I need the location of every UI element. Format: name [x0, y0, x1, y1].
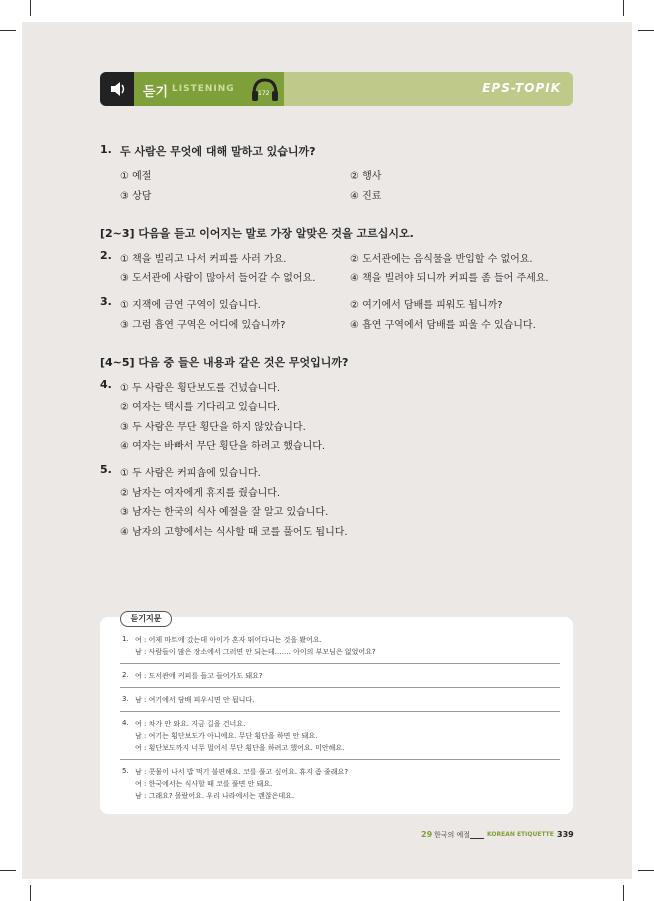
question-number: 2. — [100, 249, 112, 262]
crop-mark — [623, 885, 624, 901]
option: ④ 남자의 고향에서는 식사할 때 코를 풀어도 됩니다. — [120, 527, 348, 538]
script-line: 여 : 어제 마트에 갔는데 아이가 혼자 뛰어다니는 것을 봤어요. — [135, 636, 322, 644]
script-divider — [120, 663, 560, 664]
script-item-number: 2. — [122, 671, 129, 679]
script-divider — [120, 687, 560, 688]
script-item-number: 5. — [122, 767, 129, 775]
script-line: 남 : 그래요? 몰랐어요. 우리 나라에서는 괜찮은데요. — [135, 792, 295, 800]
section-heading: [4~5] 다음 중 들은 내용과 같은 것은 무엇입니까? — [100, 356, 349, 369]
option: ② 행사 — [350, 171, 382, 182]
script-divider — [120, 759, 560, 760]
chapter-number: 29 — [421, 830, 433, 839]
page-number: 339 — [557, 830, 574, 839]
crop-mark — [30, 885, 31, 901]
option: ③ 남자는 한국의 식사 예절을 잘 알고 있습니다. — [120, 507, 329, 518]
script-line: 여 : 한국에서는 식사할 때 코를 풀면 안 돼요. — [135, 780, 273, 788]
script-tag: 듣기지문 — [120, 611, 172, 627]
option: ② 여자는 택시를 기다리고 있습니다. — [120, 402, 281, 413]
speaker-box — [100, 72, 134, 106]
option: ① 책을 빌리고 나서 커피를 사러 가요. — [120, 254, 287, 265]
script-line: 남 : 콧물이 나서 밥 먹기 불편해요. 코를 풀고 싶어요. 휴지 좀 줄래요? — [135, 768, 349, 776]
option: ④ 흡연 구역에서 담배를 피울 수 있습니다. — [350, 320, 536, 331]
section-heading: [2~3] 다음을 듣고 이어지는 말로 가장 알맞은 것을 고르십시오. — [100, 227, 414, 240]
option: ③ 상담 — [120, 191, 152, 202]
option: ④ 여자는 바빠서 무단 횡단을 하려고 했습니다. — [120, 441, 326, 452]
option: ① 두 사람은 횡단보도를 건넜습니다. — [120, 383, 281, 394]
script-item-number: 1. — [122, 635, 129, 643]
question-text: 두 사람은 무엇에 대해 말하고 있습니까? — [120, 145, 316, 158]
option: ① 지잭에 금연 구역이 있습니다. — [120, 300, 261, 311]
option: ④ 진료 — [350, 191, 382, 202]
crop-mark — [623, 0, 624, 16]
script-line: 남 : 여기는 횡단보도가 아니에요. 무단 횡단을 하면 안 돼요. — [135, 732, 318, 740]
question-number: 1. — [100, 143, 112, 156]
eps-topik-logo: EPS-TOPIK — [482, 81, 561, 95]
option: ② 도서관에는 음식물을 반입할 수 없어요. — [350, 254, 533, 265]
question-number: 4. — [100, 378, 112, 391]
script-line: 남 : 여기에서 담배 피우시면 안 됩니다. — [135, 696, 255, 704]
option: ③ 그럼 흡연 구역은 어디에 있습니까? — [120, 320, 286, 331]
crop-mark — [638, 30, 654, 31]
script-line: 여 : 차가 안 와요. 지금 길을 건너요. — [135, 720, 246, 728]
option: ① 예절 — [120, 171, 152, 182]
crop-mark — [638, 870, 654, 871]
option: ② 남자는 여자에게 휴지를 줬습니다. — [120, 488, 281, 499]
crop-mark — [30, 0, 31, 16]
question-number: 3. — [100, 295, 112, 308]
listening-banner — [100, 72, 573, 106]
option: ① 두 사람은 커피숍에 있습니다. — [120, 468, 261, 479]
script-line: 남 : 사람들이 많은 장소에서 그러면 안 되는데……. 아이의 부모님은 없었어요? — [135, 648, 376, 656]
chapter-en-title: KOREAN ETIQUETTE — [487, 831, 554, 838]
script-item-number: 4. — [122, 719, 129, 727]
script-line: 여 : 도서관에 커피를 들고 들어가도 돼요? — [135, 672, 263, 680]
crop-mark — [0, 30, 16, 31]
script-divider — [120, 711, 560, 712]
speaker-icon — [100, 72, 134, 106]
option: ③ 두 사람은 무단 횡단을 하지 않았습니다. — [120, 422, 306, 433]
banner-title: 듣기 — [143, 85, 169, 100]
footer-rule — [470, 838, 484, 839]
script-item-number: 3. — [122, 695, 129, 703]
track-number: 172 — [258, 90, 270, 97]
question-number: 5. — [100, 463, 112, 476]
option: ④ 책을 빌려야 되니까 커피를 좀 들어 주세요. — [350, 273, 549, 284]
chapter-title: 한국의 예절 — [434, 831, 471, 839]
crop-mark — [0, 870, 16, 871]
script-line: 여 : 횡단보도까지 너무 멀어서 무단 횡단을 하려고 했어요. 미안해요. — [135, 744, 345, 752]
option: ② 여기에서 담배를 피워도 됩니까? — [350, 300, 503, 311]
option: ③ 도서관에 사람이 많아서 들어갈 수 없어요. — [120, 273, 316, 284]
banner-subtitle: LISTENING — [172, 84, 235, 94]
